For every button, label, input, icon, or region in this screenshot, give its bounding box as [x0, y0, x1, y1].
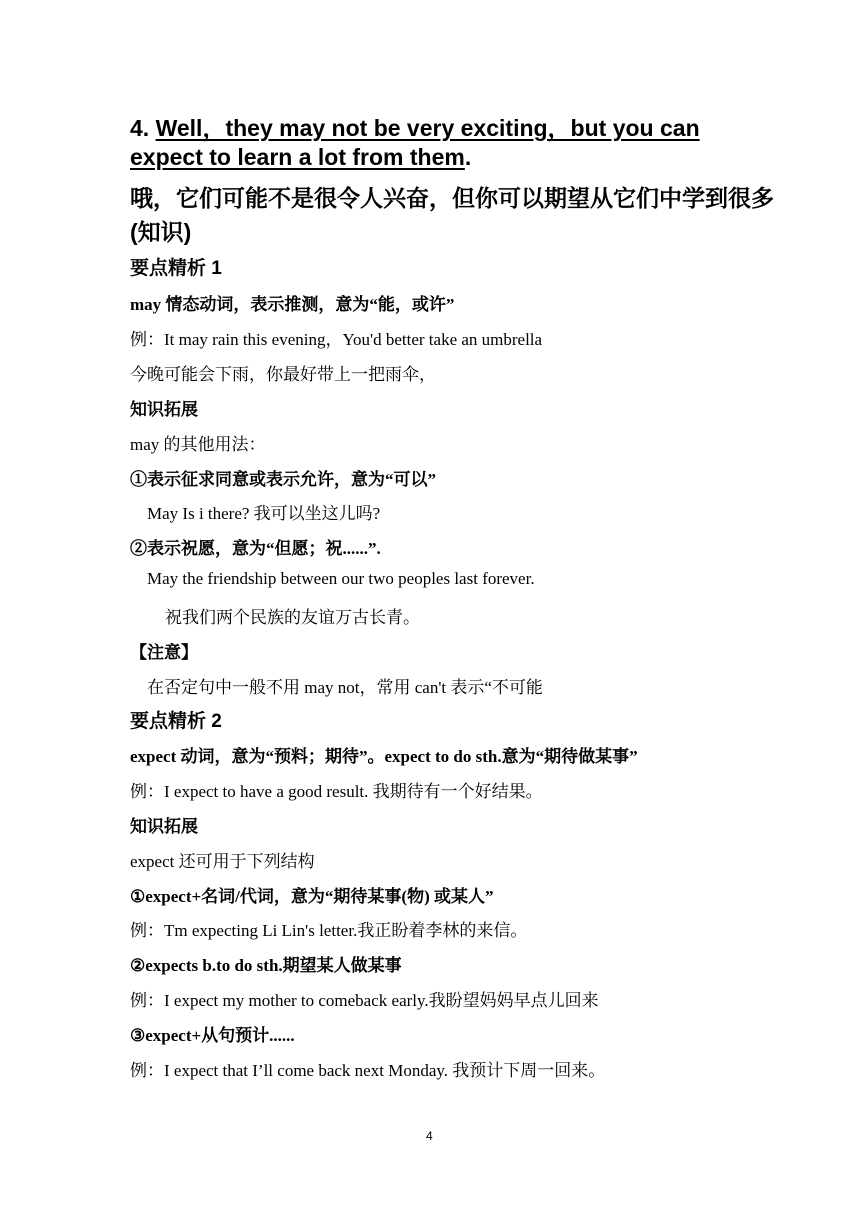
point1-example-zh: 今晚可能会下雨，你最好带上一把雨伞， — [130, 365, 436, 384]
point2-structure-3-example: 例：I expect that I’ll come back next Monday. 我预计下周一回来。 — [130, 1061, 606, 1080]
point2-structure-2: ②expects b.to do sth.期望某人做某事 — [130, 956, 402, 975]
point2-structure-1: ①expect+名词/代词，意为“期待某事(物) 或某人” — [130, 887, 494, 906]
point2-extension-heading: 知识拓展 — [130, 817, 198, 836]
point2-structure-2-example: 例：I expect my mother to comeback early.我盼望妈妈早点儿回来 — [130, 991, 599, 1010]
point1-usage-2-example-zh: 祝我们两个民族的友谊万古长青。 — [165, 608, 420, 627]
point2-structure-3: ③expect+从句预计...... — [130, 1026, 295, 1045]
sentence-number: 4. — [130, 115, 156, 141]
sentence-line-1 — [130, 110, 700, 143]
point1-definition: may 情态动词，表示推测，意为“能，或许” — [130, 295, 455, 314]
point1-note-text: 在否定句中一般不用 may not，常用 can't 表示“不可能 — [147, 678, 543, 697]
point2-structure-1-example: 例：Tm expecting Li Lin's letter.我正盼着李林的来信。 — [130, 921, 528, 940]
point2-definition: expect 动词，意为“预料；期待”。expect to do sth.意为“期待做某事” — [130, 747, 638, 766]
point2-extension-intro: expect 还可用于下列结构 — [130, 852, 315, 871]
sentence-text-1: Well，they may not be very exciting，but you can — [155, 115, 700, 141]
point1-usage-1: ①表示征求同意或表示允许，意为“可以” — [130, 470, 436, 489]
point2-heading: 要点精析 2 — [130, 711, 222, 732]
point1-heading: 要点精析 1 — [130, 258, 222, 279]
point1-note-heading: 【注意】 — [130, 643, 198, 662]
sentence-translation-2: (知识) — [130, 219, 192, 245]
sentence-text-2: expect to learn a lot from them — [130, 144, 465, 170]
sentence-translation-1: 哦，它们可能不是很令人兴奋，但你可以期望从它们中学到很多 — [130, 185, 774, 211]
point1-extension-intro: may 的其他用法： — [130, 435, 266, 454]
page-number: 4 — [426, 1129, 433, 1143]
sentence-line-2 — [130, 144, 471, 171]
point1-example-en: 例：It may rain this evening，You'd better take an umbrella — [130, 330, 543, 349]
point1-usage-2-example-en: May the friendship between our two peoples last forever. — [147, 569, 535, 588]
point1-usage-2: ②表示祝愿，意为“但愿；祝......”. — [130, 539, 381, 558]
point1-extension-heading: 知识拓展 — [130, 400, 198, 419]
point1-usage-1-example: May Is i there? 我可以坐这儿吗? — [147, 504, 381, 523]
sentence-period: . — [464, 144, 472, 170]
point2-example: 例：I expect to have a good result. 我期待有一个好结果。 — [130, 782, 543, 801]
